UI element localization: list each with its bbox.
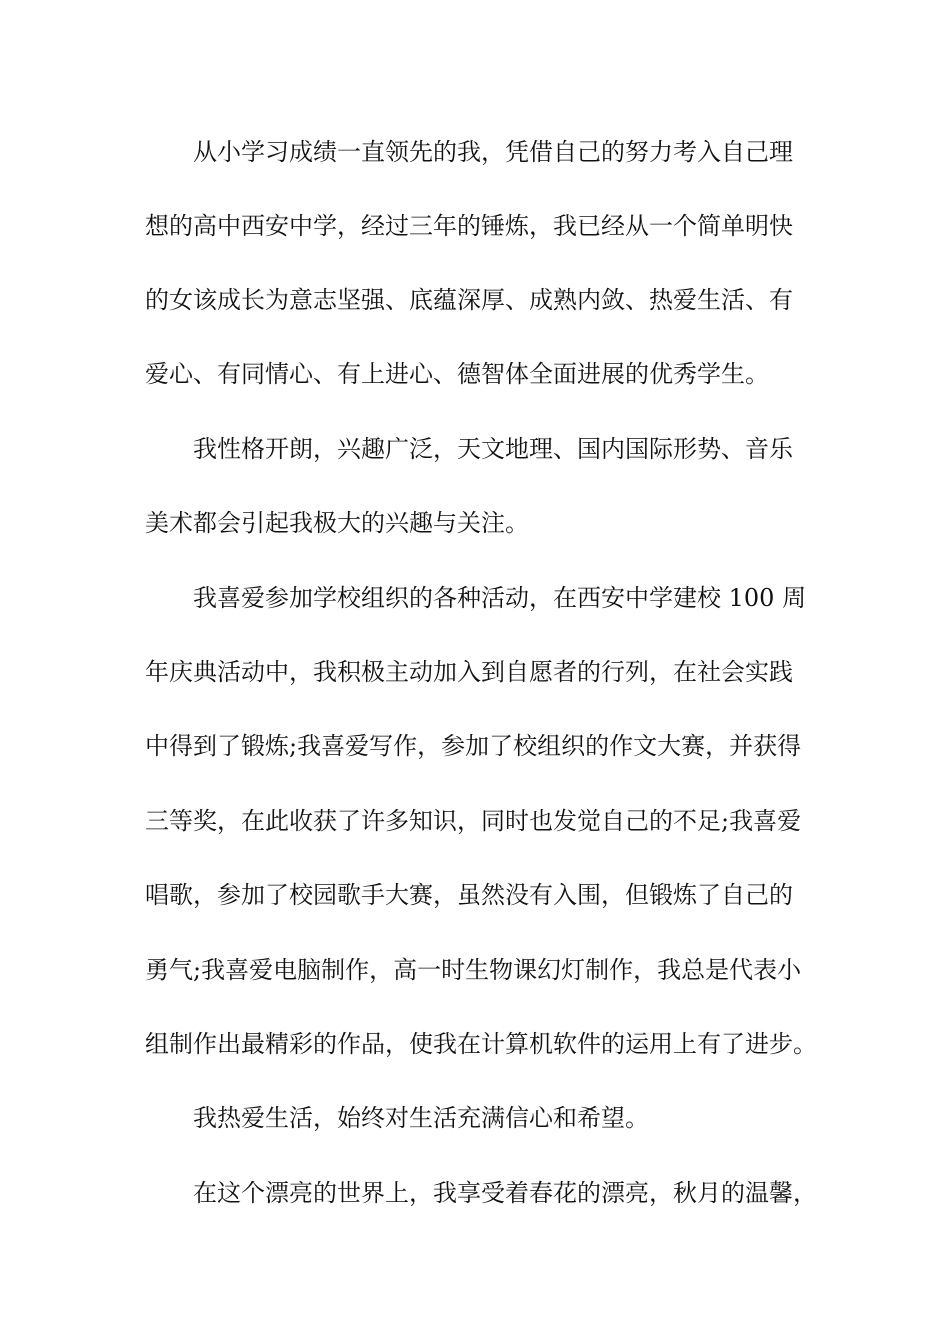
paragraph-3-line-4: 三等奖，在此收获了许多知识，同时也发觉自己的不足;我喜爱 <box>145 807 802 835</box>
paragraph-3-line-5: 唱歌，参加了校园歌手大赛，虽然没有入围，但锻炼了自己的 <box>145 881 793 909</box>
paragraph-4-line-1: 我热爱生活，始终对生活充满信心和希望。 <box>193 1104 649 1132</box>
paragraph-3-line-7: 组制作出最精彩的作品，使我在计算机软件的运用上有了进步。 <box>145 1030 817 1058</box>
paragraph-1-line-2: 想的高中西安中学，经过三年的锤炼，我已经从一个简单明快 <box>145 212 793 240</box>
paragraph-5-line-1: 在这个漂亮的世界上，我享受着春花的漂亮，秋月的温馨， <box>193 1179 817 1207</box>
paragraph-1-line-4: 爱心、有同情心、有上进心、德智体全面进展的优秀学生。 <box>145 360 769 388</box>
paragraph-2-line-2: 美术都会引起我极大的兴趣与关注。 <box>145 509 529 537</box>
paragraph-3-line-6: 勇气;我喜爱电脑制作，高一时生物课幻灯制作，我总是代表小 <box>145 956 802 984</box>
paragraph-3-line-2: 年庆典活动中，我积极主动加入到自愿者的行列，在社会实践 <box>145 658 793 686</box>
paragraph-2-line-1: 我性格开朗，兴趣广泛，天文地理、国内国际形势、音乐 <box>193 435 793 463</box>
paragraph-3-line-3: 中得到了锻炼;我喜爱写作，参加了校组织的作文大赛，并获得 <box>145 732 802 760</box>
paragraph-1-line-1: 从小学习成绩一直领先的我，凭借自己的努力考入自己理 <box>193 138 793 166</box>
paragraph-3-line-1: 我喜爱参加学校组织的各种活动，在西安中学建校 100 周 <box>193 584 807 612</box>
paragraph-1-line-3: 的女该成长为意志坚强、底蕴深厚、成熟内敛、热爱生活、有 <box>145 286 793 314</box>
